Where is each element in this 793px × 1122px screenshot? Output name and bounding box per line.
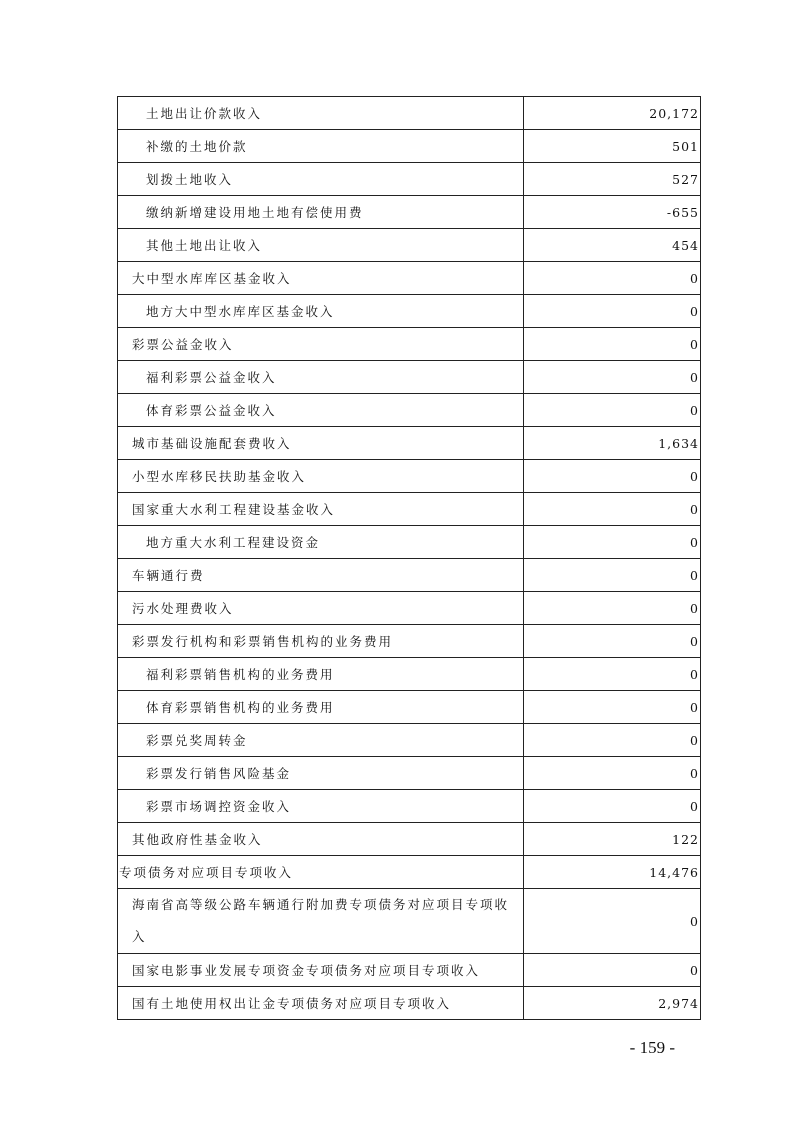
- row-label: 地方重大水利工程建设资金: [118, 526, 524, 559]
- row-value: 0: [524, 889, 701, 954]
- table-body: [118, 97, 701, 1020]
- page-number: - 159 -: [629, 1038, 675, 1057]
- row-label: 其他土地出让收入: [118, 229, 524, 262]
- row-label: 划拨土地收入: [118, 163, 524, 196]
- row-value: 0: [524, 757, 701, 790]
- table-row: [118, 790, 701, 823]
- row-value: 0: [524, 691, 701, 724]
- row-value: 501: [524, 130, 701, 163]
- row-value: 1,634: [524, 427, 701, 460]
- row-label: 福利彩票公益金收入: [118, 361, 524, 394]
- row-value: 0: [524, 625, 701, 658]
- table-row: [118, 97, 701, 130]
- table-row: [118, 724, 701, 757]
- row-value: 0: [524, 394, 701, 427]
- row-value: 0: [524, 559, 701, 592]
- table-row: [118, 823, 701, 856]
- table-row: [118, 460, 701, 493]
- row-value: 0: [524, 460, 701, 493]
- row-value: 0: [524, 295, 701, 328]
- row-value: -655: [524, 196, 701, 229]
- table-row: [118, 262, 701, 295]
- row-label: 彩票公益金收入: [118, 328, 524, 361]
- table-row: [118, 987, 701, 1020]
- row-label: 补缴的土地价款: [118, 130, 524, 163]
- row-label: 城市基础设施配套费收入: [118, 427, 524, 460]
- table-row: [118, 163, 701, 196]
- row-label: 体育彩票公益金收入: [118, 394, 524, 427]
- row-label: 彩票市场调控资金收入: [118, 790, 524, 823]
- row-label: 专项债务对应项目专项收入: [118, 856, 524, 889]
- table-row: [118, 394, 701, 427]
- table-row: [118, 658, 701, 691]
- row-value: 14,476: [524, 856, 701, 889]
- row-label: 彩票兑奖周转金: [118, 724, 524, 757]
- table-row: [118, 592, 701, 625]
- row-value: 20,172: [524, 97, 701, 130]
- table-row: [118, 691, 701, 724]
- table-row: [118, 757, 701, 790]
- table-row: [118, 493, 701, 526]
- table-row: [118, 889, 701, 954]
- table-row: [118, 328, 701, 361]
- row-value: 0: [524, 724, 701, 757]
- row-label: 土地出让价款收入: [118, 97, 524, 130]
- row-value: 0: [524, 526, 701, 559]
- row-label: 污水处理费收入: [118, 592, 524, 625]
- row-label: 彩票发行销售风险基金: [118, 757, 524, 790]
- row-label: 海南省高等级公路车辆通行附加费专项债务对应项目专项收入: [118, 889, 524, 954]
- row-label: 小型水库移民扶助基金收入: [118, 460, 524, 493]
- table-row: [118, 130, 701, 163]
- row-label: 福利彩票销售机构的业务费用: [118, 658, 524, 691]
- row-label: 缴纳新增建设用地土地有偿使用费: [118, 196, 524, 229]
- row-value: 0: [524, 361, 701, 394]
- row-value: 2,974: [524, 987, 701, 1020]
- row-label: 车辆通行费: [118, 559, 524, 592]
- table-row: [118, 361, 701, 394]
- row-label: 国有土地使用权出让金专项债务对应项目专项收入: [118, 987, 524, 1020]
- row-label: 大中型水库库区基金收入: [118, 262, 524, 295]
- row-value: 0: [524, 262, 701, 295]
- row-label: 彩票发行机构和彩票销售机构的业务费用: [118, 625, 524, 658]
- row-value: 0: [524, 493, 701, 526]
- row-value: 454: [524, 229, 701, 262]
- row-value: 0: [524, 790, 701, 823]
- table-row: [118, 856, 701, 889]
- table-row: [118, 427, 701, 460]
- budget-table: [117, 96, 701, 1020]
- table-row: [118, 559, 701, 592]
- table-row: [118, 295, 701, 328]
- table-row: [118, 229, 701, 262]
- table-row: [118, 526, 701, 559]
- row-label: 地方大中型水库库区基金收入: [118, 295, 524, 328]
- row-label: 体育彩票销售机构的业务费用: [118, 691, 524, 724]
- table-row: [118, 625, 701, 658]
- row-label: 其他政府性基金收入: [118, 823, 524, 856]
- row-value: 0: [524, 954, 701, 987]
- row-value: 0: [524, 658, 701, 691]
- row-value: 527: [524, 163, 701, 196]
- row-label: 国家电影事业发展专项资金专项债务对应项目专项收入: [118, 954, 524, 987]
- table-row: [118, 954, 701, 987]
- row-value: 0: [524, 328, 701, 361]
- row-label: 国家重大水利工程建设基金收入: [118, 493, 524, 526]
- row-value: 0: [524, 592, 701, 625]
- table-row: [118, 196, 701, 229]
- row-value: 122: [524, 823, 701, 856]
